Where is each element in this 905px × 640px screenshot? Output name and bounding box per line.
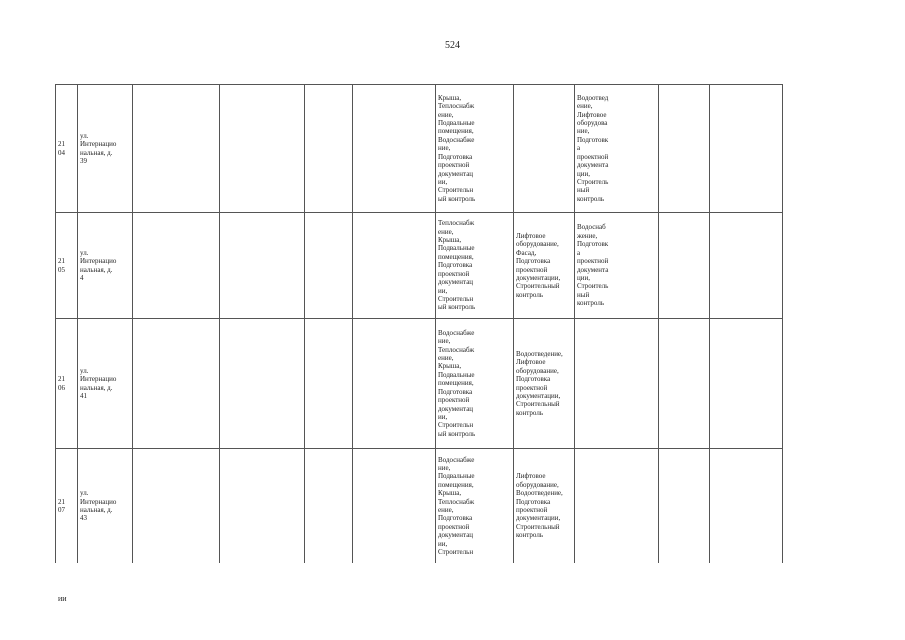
table-row [56, 449, 783, 564]
empty-cell [305, 319, 353, 449]
row-works-b: Лифтовое оборудование, Водоотведение, Подготовка проектной документации, Строительный контроль [514, 449, 575, 564]
empty-cell [710, 319, 783, 449]
empty-cell [710, 213, 783, 319]
empty-cell [659, 213, 710, 319]
row-works-b: Лифтовое оборудование, Фасад, Подготовка проектной документации, Строительный контроль [514, 213, 575, 319]
table-row [56, 213, 783, 319]
row-address: ул. Интернацио нальная, д. 39 [78, 85, 133, 213]
row-works-c [575, 319, 659, 449]
empty-cell [353, 319, 436, 449]
row-number: 21 05 [56, 213, 78, 319]
empty-cell [353, 85, 436, 213]
row-works-b [514, 85, 575, 213]
row-works-c: Водоотвед ение, Лифтовое оборудова ние, Подготовк а проектной документа ции, Строитель ный контроль [575, 85, 659, 213]
empty-cell [133, 319, 220, 449]
row-address: ул. Интернацио нальная, д. 41 [78, 319, 133, 449]
empty-cell [710, 85, 783, 213]
table-row [56, 319, 783, 449]
empty-cell [133, 213, 220, 319]
row-works-b: Водоотведение, Лифтовое оборудование, Подготовка проектной документации, Строительный контроль [514, 319, 575, 449]
empty-cell [353, 449, 436, 564]
row-works-a: Теплоснабж ение, Крыша, Подвальные помещения, Подготовка проектной документац ии, Строительн ый контроль [436, 213, 514, 319]
row-address: ул. Интернацио нальная, д. 43 [78, 449, 133, 564]
table-row [56, 85, 783, 213]
empty-cell [659, 449, 710, 564]
row-number: 21 07 [56, 449, 78, 564]
row-works-c: Водоснаб жение, Подготовк а проектной документа ции, Строитель ный контроль [575, 213, 659, 319]
row-number: 21 04 [56, 85, 78, 213]
empty-cell [220, 85, 305, 213]
row-works-a: Водоснабже ние, Подвальные помещения, Крыша, Теплоснабж ение, Подготовка проектной документац ии, Строительн [436, 449, 514, 564]
empty-cell [220, 449, 305, 564]
row-works-c [575, 449, 659, 564]
capital-repair-table [55, 84, 783, 563]
empty-cell [133, 449, 220, 564]
row-number: 21 06 [56, 319, 78, 449]
empty-cell [305, 213, 353, 319]
page-number: 524 [445, 40, 460, 51]
empty-cell [710, 449, 783, 564]
empty-cell [659, 319, 710, 449]
empty-cell [305, 85, 353, 213]
empty-cell [220, 213, 305, 319]
row-works-a: Крыша, Теплоснабж ение, Подвальные помещения, Водоснабже ние, Подготовка проектной документац ии, Строительн ый контроль [436, 85, 514, 213]
empty-cell [353, 213, 436, 319]
empty-cell [305, 449, 353, 564]
row-address: ул. Интернацио нальная, д. 4 [78, 213, 133, 319]
row-works-a: Водоснабже ние, Теплоснабж ение, Крыша, Подвальные помещения, Подготовка проектной документац ии, Строительн ый контроль [436, 319, 514, 449]
empty-cell [659, 85, 710, 213]
footer-text: ии [58, 594, 67, 603]
empty-cell [133, 85, 220, 213]
empty-cell [220, 319, 305, 449]
